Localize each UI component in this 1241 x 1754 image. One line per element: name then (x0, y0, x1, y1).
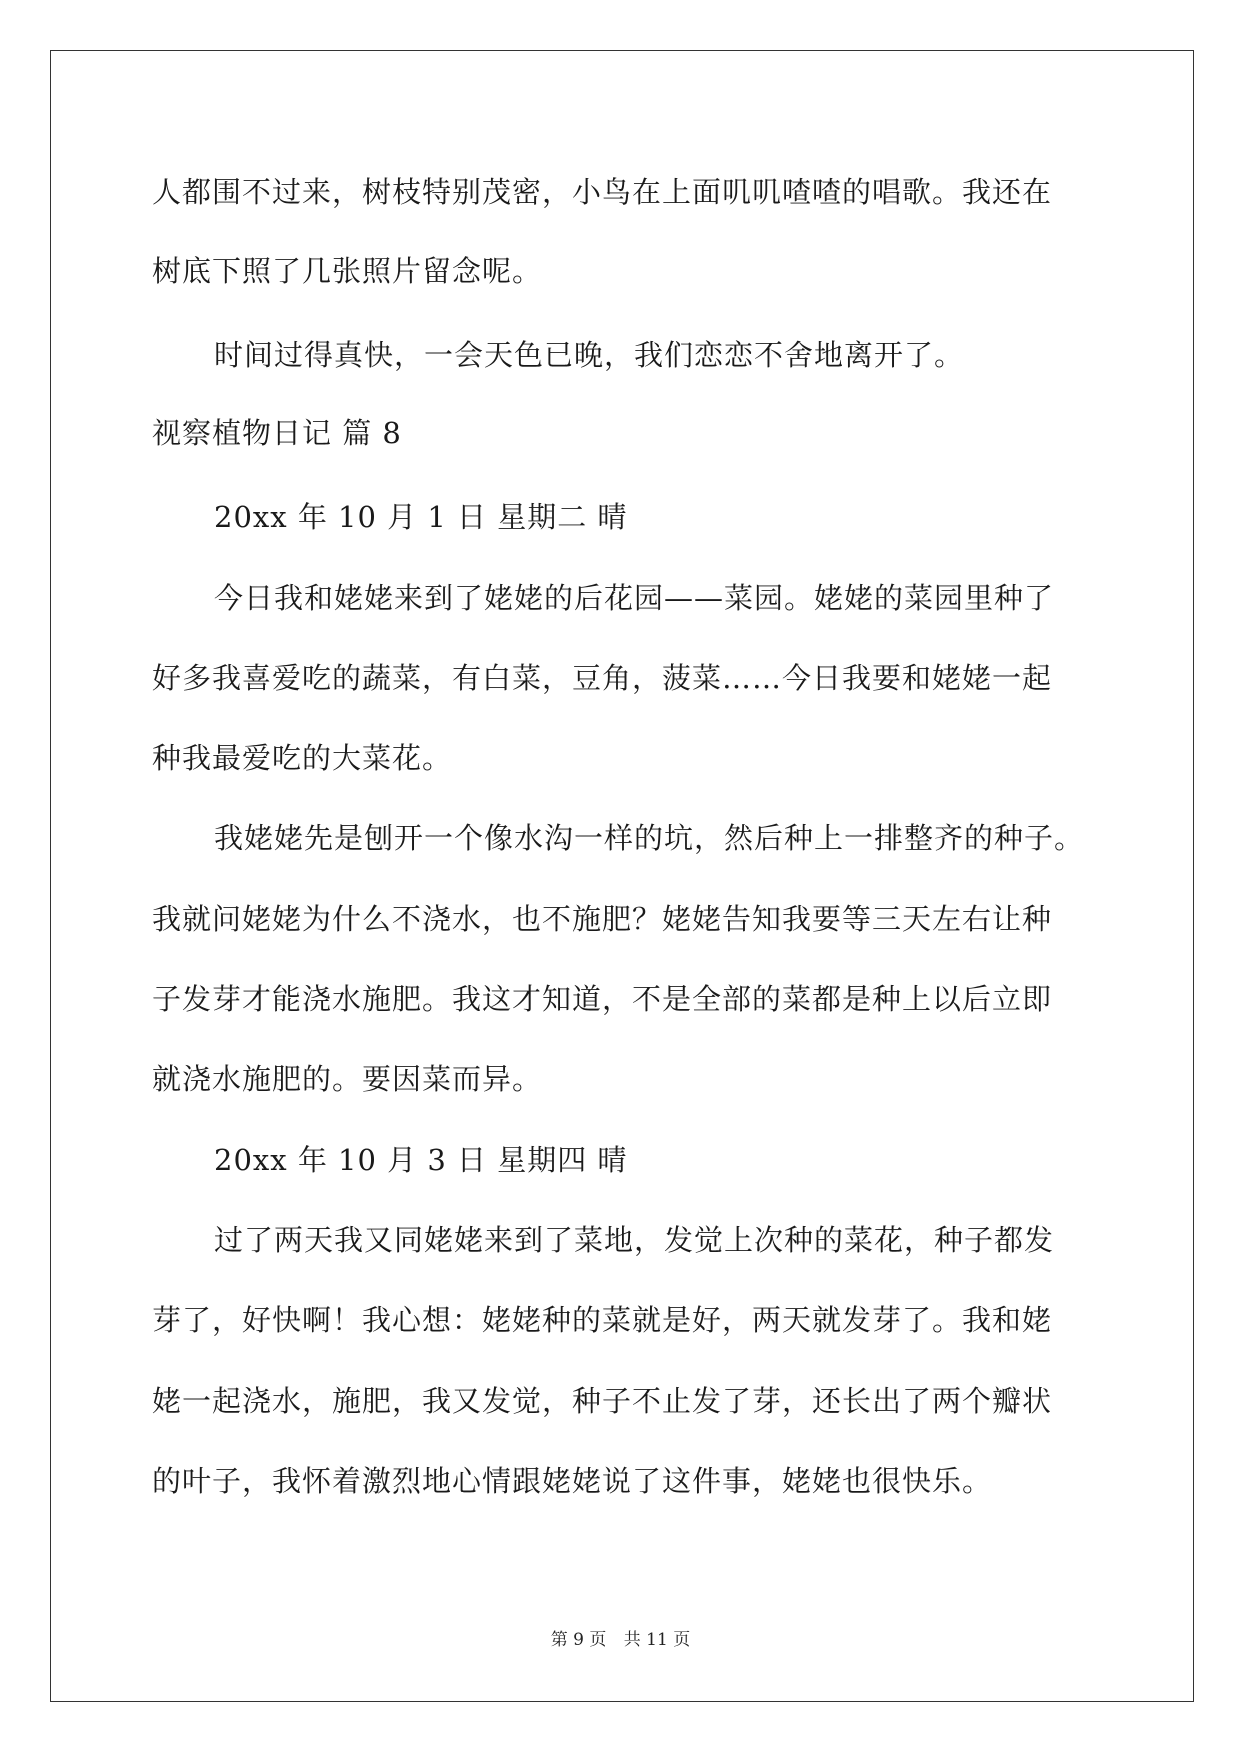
page-footer (0, 1625, 1241, 1650)
body-line: 我就问姥姥为什么不浇水，也不施肥？姥姥告知我要等三天左右让种 (152, 902, 1053, 936)
page-border (50, 50, 1194, 1702)
diary-date: 20xx 年 10 月 3 日 星期四 晴 (214, 1143, 628, 1177)
total-pages: 共 11 页 (623, 1630, 691, 1650)
body-line: 今日我和姥姥来到了姥姥的后花园——菜园。姥姥的菜园里种了 (214, 581, 1055, 615)
body-line: 人都围不过来，树枝特别茂密，小鸟在上面叽叽喳喳的唱歌。我还在 (152, 175, 1053, 209)
body-line: 时间过得真快，一会天色已晚，我们恋恋不舍地离开了。 (214, 338, 965, 372)
body-line: 过了两天我又同姥姥来到了菜地，发觉上次种的菜花，种子都发 (214, 1223, 1055, 1257)
body-line: 芽了，好快啊！我心想：姥姥种的菜就是好，两天就发芽了。我和姥 (152, 1303, 1053, 1337)
body-line: 我姥姥先是刨开一个像水沟一样的坑，然后种上一排整齐的种子。 (214, 821, 1085, 855)
section-heading: 视察植物日记 篇 8 (152, 416, 402, 450)
current-page-number: 第 9 页 (550, 1630, 607, 1650)
body-line: 种我最爱吃的大菜花。 (152, 741, 453, 775)
body-line: 姥一起浇水，施肥，我又发觉，种子不止发了芽，还长出了两个瓣状 (152, 1384, 1053, 1418)
body-line: 树底下照了几张照片留念呢。 (152, 254, 543, 288)
diary-date: 20xx 年 10 月 1 日 星期二 晴 (214, 500, 628, 534)
body-line: 就浇水施肥的。要因菜而异。 (152, 1062, 543, 1096)
body-line: 好多我喜爱吃的蔬菜，有白菜，豆角，菠菜……今日我要和姥姥一起 (152, 661, 1053, 695)
body-line: 子发芽才能浇水施肥。我这才知道，不是全部的菜都是种上以后立即 (152, 982, 1053, 1016)
body-line: 的叶子，我怀着激烈地心情跟姥姥说了这件事，姥姥也很快乐。 (152, 1464, 993, 1498)
